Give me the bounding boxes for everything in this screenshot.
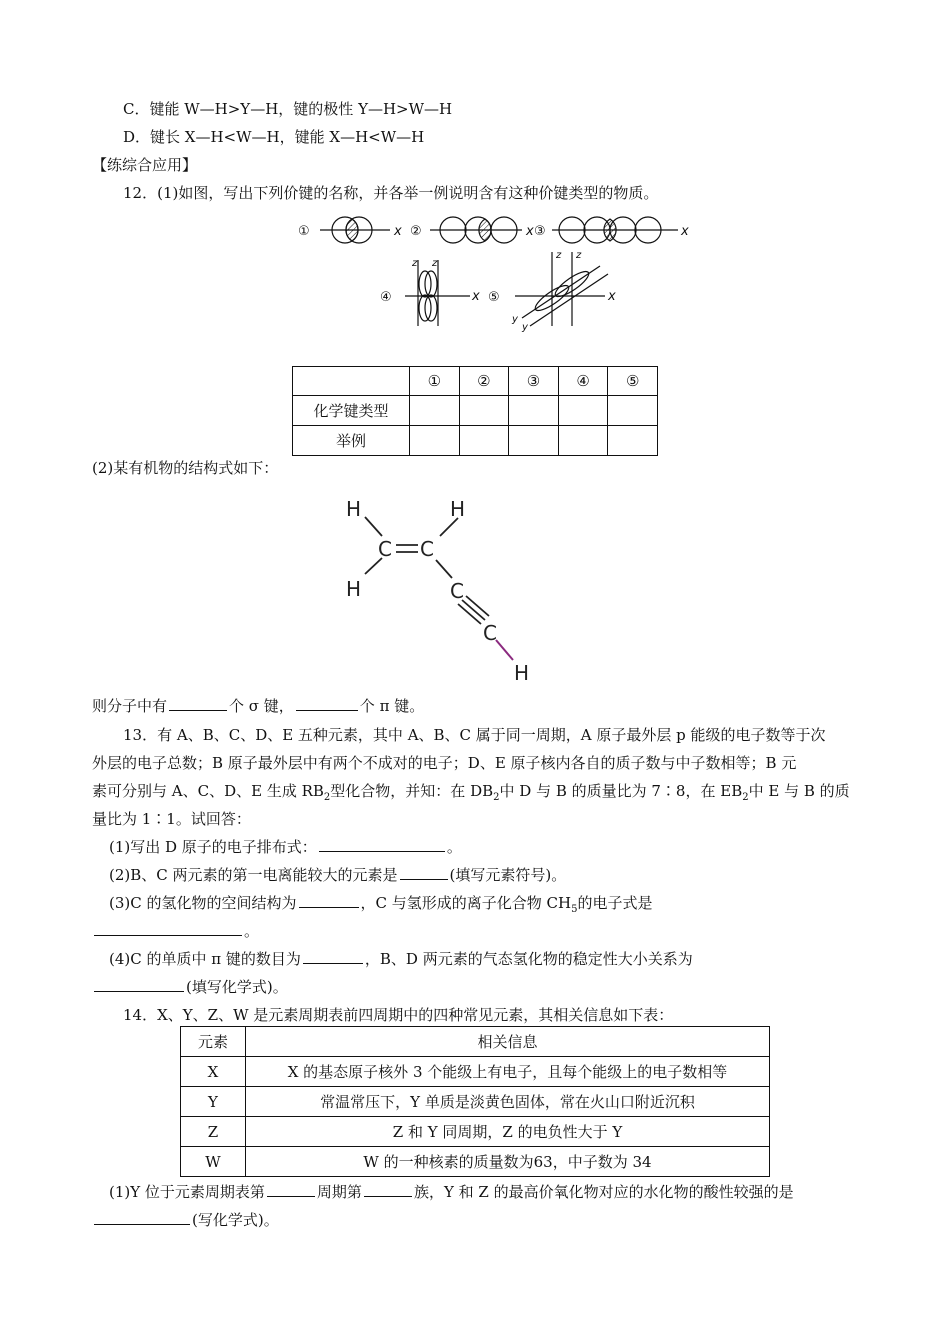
answer-cell[interactable] xyxy=(608,426,658,456)
text: 的电子式是 xyxy=(577,894,653,912)
text: 。 xyxy=(244,922,260,940)
text: (3)C 的氢化物的空间结构为 xyxy=(109,894,297,912)
info-cell: W 的一种核素的质量数为63，中子数为 34 xyxy=(246,1147,770,1177)
answer-blank[interactable] xyxy=(303,949,363,964)
axis-label: x xyxy=(472,289,480,304)
answer-cell[interactable] xyxy=(558,426,608,456)
table-header-cell: ④ xyxy=(558,367,608,396)
molecule-structure xyxy=(330,492,550,692)
atom-c: C xyxy=(378,537,392,561)
axis-label: z xyxy=(432,258,438,269)
answer-blank[interactable] xyxy=(400,865,448,880)
section-heading: 【练综合应用】 xyxy=(92,156,198,174)
answer-cell[interactable] xyxy=(459,426,509,456)
orbital-3-p-p xyxy=(552,217,678,243)
subscript: 2 xyxy=(323,792,331,803)
q12-2-answer-line xyxy=(92,696,424,716)
answer-blank-sigma[interactable] xyxy=(169,696,227,711)
atom-h: H xyxy=(450,497,466,521)
text: (2)B、C 两元素的第一电离能较大的元素是 xyxy=(109,866,398,884)
atom-h: H xyxy=(346,577,362,601)
text: (1)写出 D 原子的电子排布式： xyxy=(109,838,317,856)
table-header-cell: 相关信息 xyxy=(246,1027,770,1057)
axis-label: z xyxy=(412,258,418,269)
text: ，B、D 两元素的气态氢化物的稳定性大小关系为 xyxy=(364,950,693,968)
answer-blank[interactable] xyxy=(299,893,359,908)
text: (填写化学式)。 xyxy=(186,978,288,996)
q13-intro-line4: 量比为 1∶1。试回答： xyxy=(92,810,251,828)
subscript: 2 xyxy=(493,792,500,803)
element-info-table xyxy=(180,1026,770,1177)
q13-part1 xyxy=(109,837,462,857)
orbital-2-s-p xyxy=(430,217,522,243)
axis-label: x xyxy=(394,224,402,239)
row-label-example: 举例 xyxy=(293,426,410,456)
answer-cell[interactable] xyxy=(509,426,559,456)
q13-part2 xyxy=(109,865,566,885)
q13-intro-line2: 外层的电子总数；B 原子最外层中有两个不成对的电子；D、E 原子核内各自的质子数与中子数相等；B 元 xyxy=(92,754,797,772)
row-label-bond-type: 化学键类型 xyxy=(293,396,410,426)
element-cell: W xyxy=(181,1147,246,1177)
orbital-label-1: ① xyxy=(298,224,310,239)
element-cell: X xyxy=(181,1057,246,1087)
atom-c: C xyxy=(420,537,434,561)
info-cell: 常温常压下，Y 单质是淡黄色固体，常在火山口附近沉积 xyxy=(246,1087,770,1117)
orbital-label-3: ③ xyxy=(534,224,546,239)
answer-cell[interactable] xyxy=(410,426,460,456)
atom-c: C xyxy=(450,579,464,603)
q12-1-text: 12．(1)如图，写出下列价键的名称，并各举一例说明含有这种价键类型的物质。 xyxy=(123,184,659,202)
table-header-cell xyxy=(293,367,410,396)
answer-cell[interactable] xyxy=(459,396,509,426)
text: 素可分别与 A、C、D、E 生成 RB xyxy=(92,782,324,800)
table-row xyxy=(181,1057,770,1087)
axis-label: z xyxy=(576,250,582,261)
orbital-5-pi xyxy=(515,252,608,326)
text: (填写元素符号)。 xyxy=(449,866,567,884)
table-header-cell: ① xyxy=(410,367,460,396)
q13-part3 xyxy=(109,893,652,920)
axis-label: y xyxy=(512,314,518,325)
table-row xyxy=(181,1087,770,1117)
text: 则分子中有 xyxy=(92,697,168,715)
axis-label: x xyxy=(681,224,689,239)
option-d: D．键长 X—H<W—H，键能 X—H<W—H xyxy=(123,128,425,146)
text: (1)Y 位于元素周期表第 xyxy=(109,1183,265,1201)
answer-blank[interactable] xyxy=(94,1210,190,1225)
bond-type-table xyxy=(292,366,658,456)
answer-cell[interactable] xyxy=(509,396,559,426)
text: 。 xyxy=(446,838,462,856)
axis-label: y xyxy=(522,322,528,333)
element-cell: Z xyxy=(181,1117,246,1147)
orbital-label-5: ⑤ xyxy=(488,290,500,305)
answer-blank-pi[interactable] xyxy=(296,696,358,711)
atom-h: H xyxy=(346,497,362,521)
answer-blank[interactable] xyxy=(319,837,445,852)
text: 中 D 与 B 的质量比为 7∶8，在 EB xyxy=(499,782,743,800)
orbital-label-2: ② xyxy=(410,224,422,239)
answer-blank[interactable] xyxy=(364,1182,412,1197)
orbital-diagram xyxy=(290,208,710,338)
q12-2-text: (2)某有机物的结构式如下： xyxy=(92,459,279,477)
atom-c: C xyxy=(483,621,497,645)
text: 型化合物，并知：在 DB xyxy=(330,782,494,800)
axis-label: x xyxy=(526,224,534,239)
q14-part1-cont xyxy=(92,1210,279,1230)
table-header-cell: 元素 xyxy=(181,1027,246,1057)
answer-blank[interactable] xyxy=(94,921,242,936)
axis-label: x xyxy=(608,289,616,304)
q13-part4 xyxy=(109,949,693,969)
table-header-cell: ⑤ xyxy=(608,367,658,396)
answer-cell[interactable] xyxy=(608,396,658,426)
orbital-1-s-s xyxy=(320,217,390,243)
answer-cell[interactable] xyxy=(410,396,460,426)
text: (4)C 的单质中 π 键的数目为 xyxy=(109,950,301,968)
q14-part1 xyxy=(109,1182,794,1202)
q14-intro: 14．X、Y、Z、W 是元素周期表前四周期中的四种常见元素，其相关信息如下表： xyxy=(123,1006,674,1024)
table-row xyxy=(181,1117,770,1147)
q13-intro-line1: 13．有 A、B、C、D、E 五种元素，其中 A、B、C 属于同一周期，A 原子最外层 p 能级的电子数等于次 xyxy=(123,726,826,744)
q13-part3-cont xyxy=(92,921,259,941)
text: 族，Y 和 Z 的最高价氧化物对应的水化物的酸性较强的是 xyxy=(413,1183,794,1201)
axis-label: z xyxy=(556,250,562,261)
table-header-cell: ③ xyxy=(509,367,559,396)
info-cell: X 的基态原子核外 3 个能级上有电子，且每个能级上的电子数相等 xyxy=(246,1057,770,1087)
subscript: 5 xyxy=(571,904,578,915)
q13-intro-line3 xyxy=(92,781,850,808)
option-c: C．键能 W—H>Y—H，键的极性 Y—H>W—H xyxy=(123,100,453,118)
orbital-4-pi-side xyxy=(405,260,470,326)
text: 个 π 键。 xyxy=(359,697,425,715)
text: 中 E 与 B 的质 xyxy=(748,782,850,800)
answer-cell[interactable] xyxy=(558,396,608,426)
element-cell: Y xyxy=(181,1087,246,1117)
q13-part4-cont xyxy=(92,977,288,997)
info-cell: Z 和 Y 同周期，Z 的电负性大于 Y xyxy=(246,1117,770,1147)
text: 个 σ 键， xyxy=(229,697,294,715)
answer-blank[interactable] xyxy=(267,1182,315,1197)
text: ，C 与氢形成的离子化合物 CH xyxy=(360,894,572,912)
table-header-cell: ② xyxy=(459,367,509,396)
text: (写化学式)。 xyxy=(192,1211,279,1229)
subscript: 2 xyxy=(742,792,749,803)
answer-blank[interactable] xyxy=(94,977,184,992)
text: 周期第 xyxy=(316,1183,362,1201)
orbital-label-4: ④ xyxy=(380,290,392,305)
atom-h: H xyxy=(514,661,530,685)
table-row xyxy=(181,1147,770,1177)
